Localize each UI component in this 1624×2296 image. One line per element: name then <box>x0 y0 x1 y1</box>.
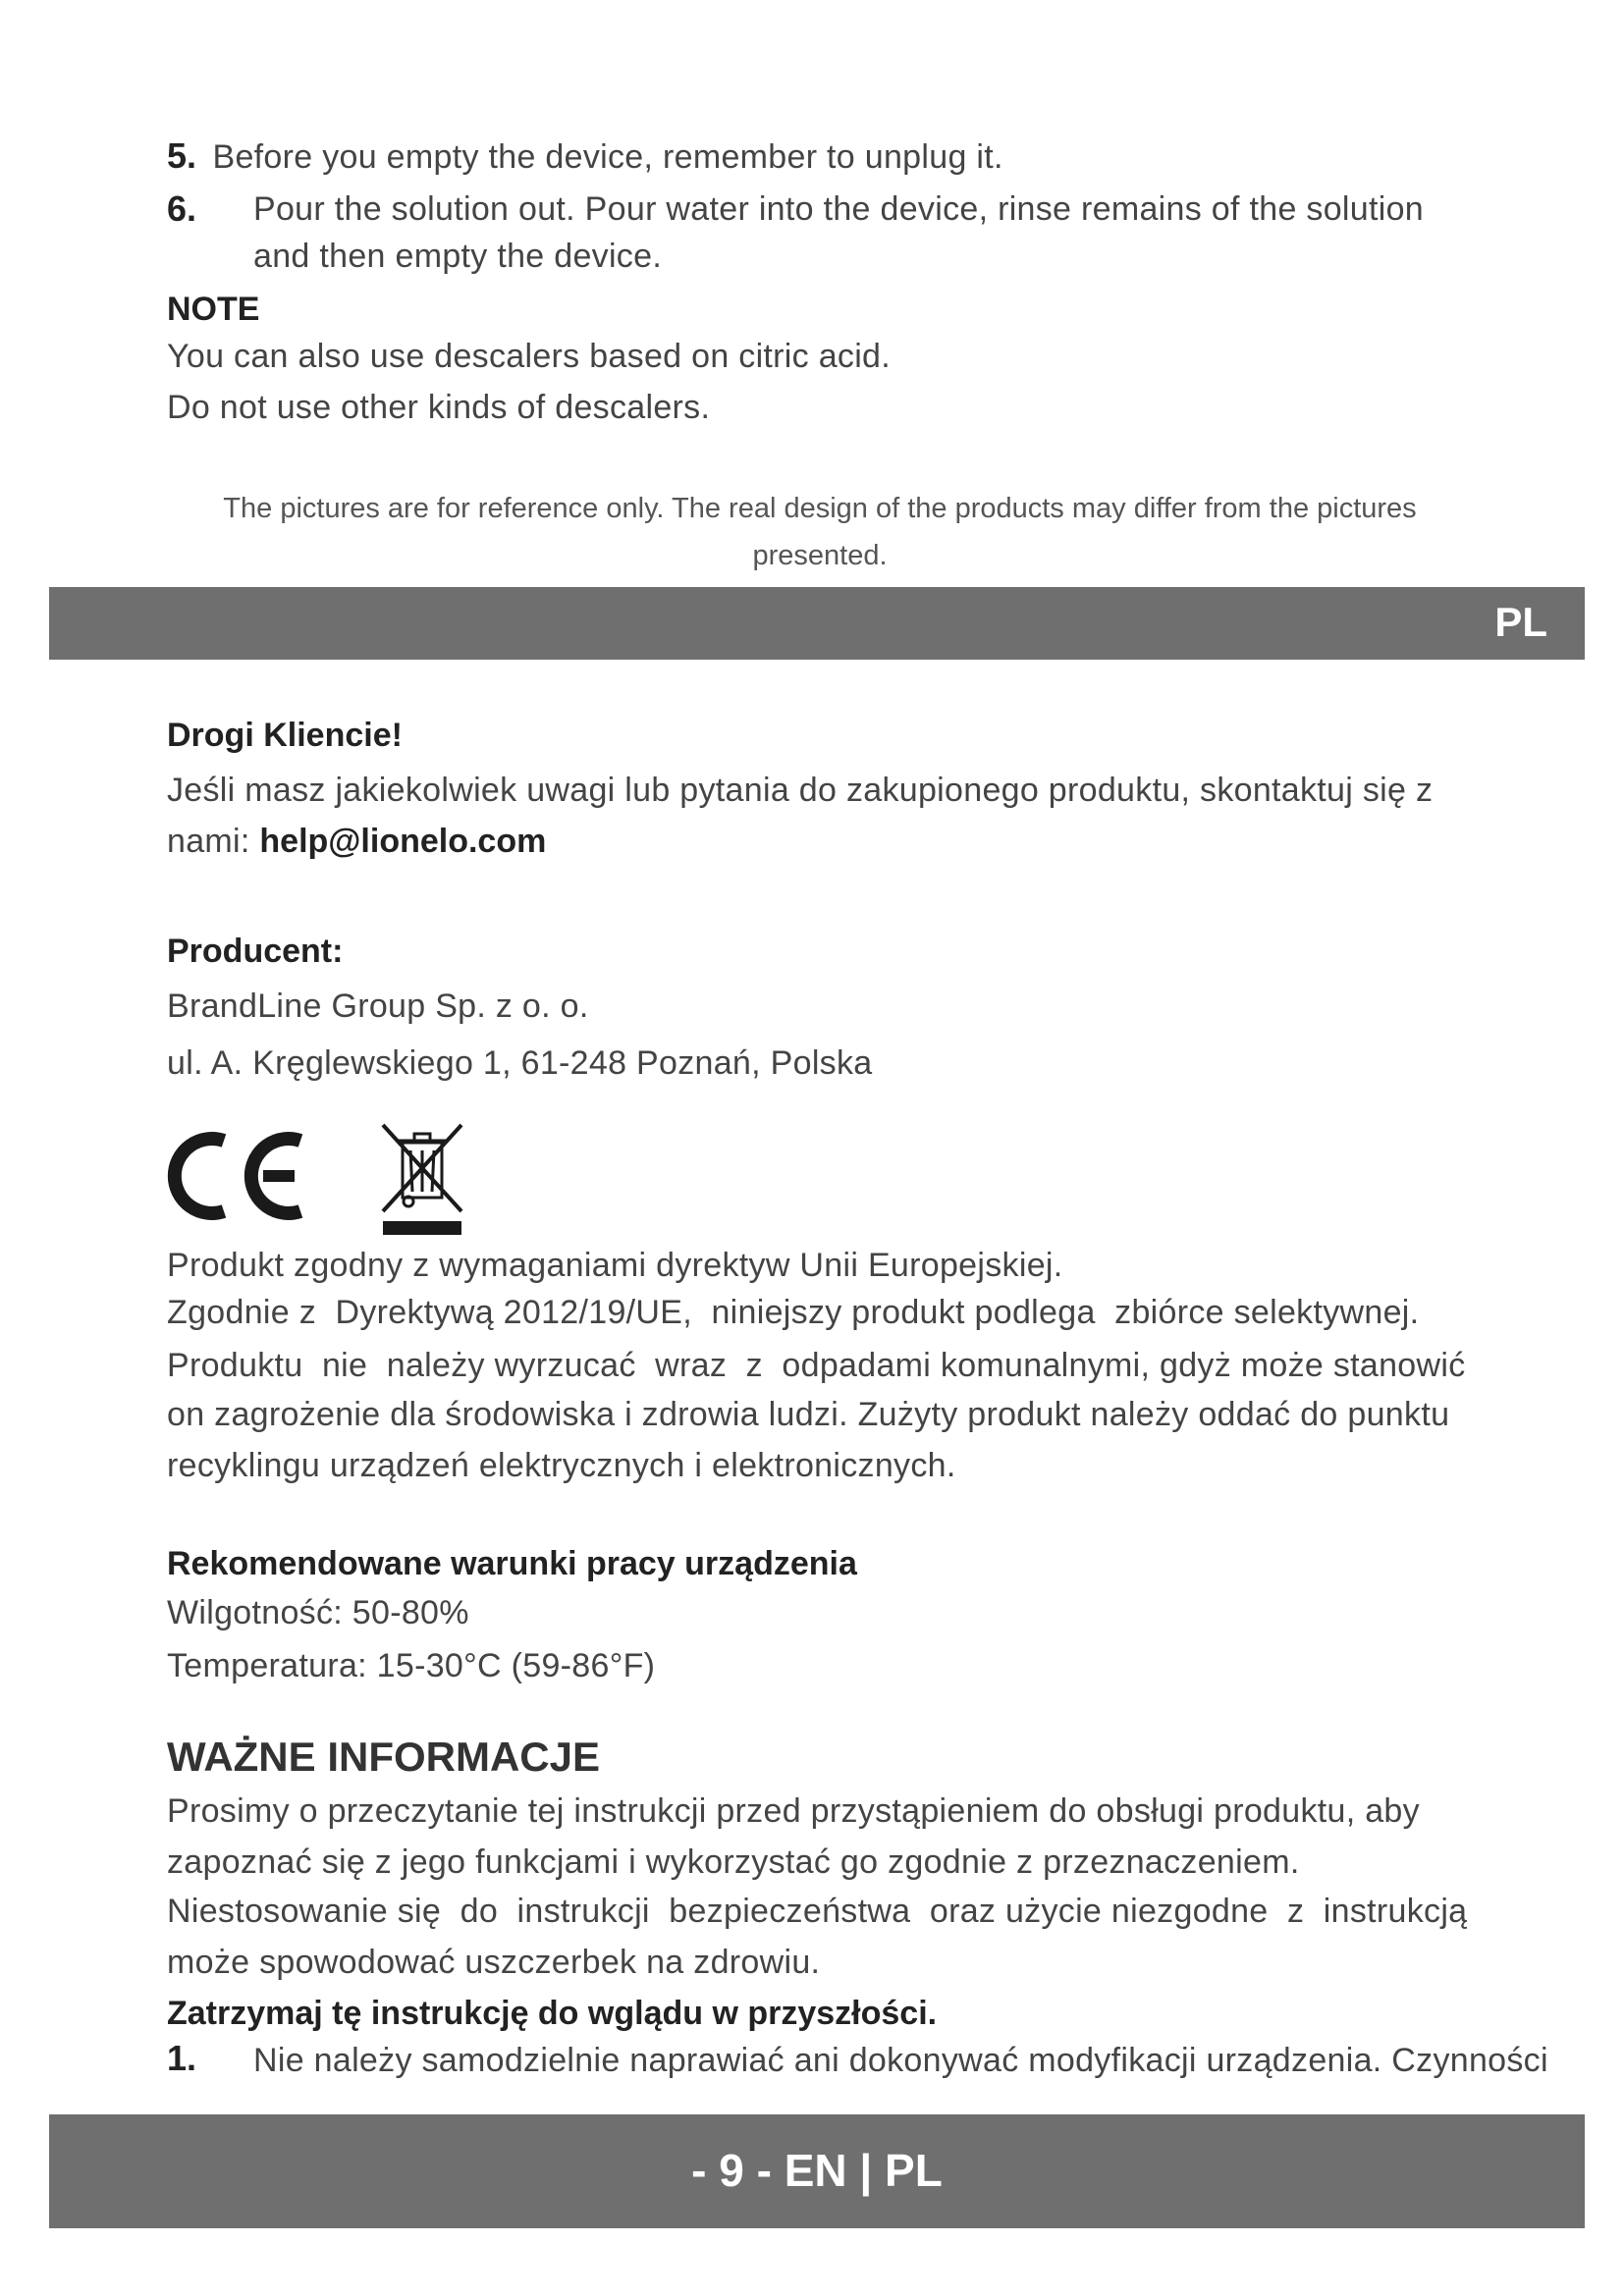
producer-name: BrandLine Group Sp. z o. o. <box>167 988 589 1025</box>
step-5 <box>167 135 1003 177</box>
footer-band <box>49 2114 1585 2228</box>
contact-email-link[interactable]: help@lionelo.com <box>259 823 547 860</box>
important-line1: Prosimy o przeczytanie tej instrukcji przed przystąpieniem do obsługi produktu, aby <box>167 1792 1420 1830</box>
step-6-line2: and then empty the device. <box>253 238 663 275</box>
compliance-line3: Produktu nie należy wyrzucać wraz z odpadami komunalnymi, gdyż może stanowić <box>167 1347 1466 1384</box>
step-6-number: 6. <box>167 188 197 229</box>
disclaimer <box>147 485 1492 579</box>
conditions-temperature: Temperatura: 15-30°C (59-86°F) <box>167 1647 656 1684</box>
important-line3: Niestosowanie się do instrukcji bezpieczeństwa oraz użycie niezgodne z instrukcją <box>167 1893 1468 1930</box>
important-line4: może spowodować uszczerbek na zdrowiu. <box>167 1944 821 1981</box>
weee-bin-icon <box>375 1119 469 1237</box>
step-6-line1: Pour the solution out. Pour water into the device, rinse remains of the solution <box>253 190 1424 228</box>
ce-mark-icon <box>163 1127 310 1225</box>
compliance-line2: Zgodnie z Dyrektywą 2012/19/UE, niniejszy produkt podlega zbiórce selektywnej. <box>167 1294 1420 1331</box>
conditions-heading: Rekomendowane warunki pracy urządzenia <box>167 1545 857 1582</box>
item-1-number: 1. <box>167 2038 197 2078</box>
disclaimer-line2: presented. <box>752 540 888 571</box>
compliance-line1: Produkt zgodny z wymaganiami dyrektyw Unii Europejskiej. <box>167 1247 1063 1284</box>
greeting-line2-prefix: nami: <box>167 823 260 860</box>
compliance-line5: recyklingu urządzeń elektrycznych i elektronicznych. <box>167 1447 956 1484</box>
disclaimer-line1: The pictures are for reference only. The real design of the products may differ from the pictures <box>223 493 1417 524</box>
note-line1: You can also use descalers based on citric acid. <box>167 338 892 375</box>
important-line2: zapoznać się z jego funkcjami i wykorzystać go zgodnie z przeznaczeniem. <box>167 1843 1300 1881</box>
step-5-text: Before you empty the device, remember to unplug it. <box>212 138 1003 176</box>
item-1-text: Nie należy samodzielnie naprawiać ani dokonywać modyfikacji urządzenia. Czynności <box>253 2042 1548 2079</box>
page-number: - 9 - EN | PL <box>691 2145 943 2196</box>
note-line2: Do not use other kinds of descalers. <box>167 389 711 426</box>
keep-instructions-note: Zatrzymaj tę instrukcję do wglądu w przyszłości. <box>167 1995 938 2032</box>
important-heading: WAŻNE INFORMACJE <box>167 1734 600 1780</box>
producer-heading: Producent: <box>167 933 344 970</box>
step-5-number: 5. <box>167 135 197 176</box>
producer-address: ul. A. Kręglewskiego 1, 61-248 Poznań, Polska <box>167 1044 873 1082</box>
compliance-line4: on zagrożenie dla środowiska i zdrowia ludzi. Zużyty produkt należy oddać do punktu <box>167 1396 1450 1433</box>
greeting-line1: Jeśli masz jakiekolwiek uwagi lub pytania do zakupionego produktu, skontaktuj się z <box>167 772 1434 809</box>
greeting-line2 <box>167 823 546 861</box>
language-tag: PL <box>1494 599 1547 645</box>
language-header-band <box>49 587 1585 660</box>
greeting-heading: Drogi Kliencie! <box>167 717 403 754</box>
note-heading: NOTE <box>167 291 260 328</box>
conditions-humidity: Wilgotność: 50-80% <box>167 1594 469 1631</box>
